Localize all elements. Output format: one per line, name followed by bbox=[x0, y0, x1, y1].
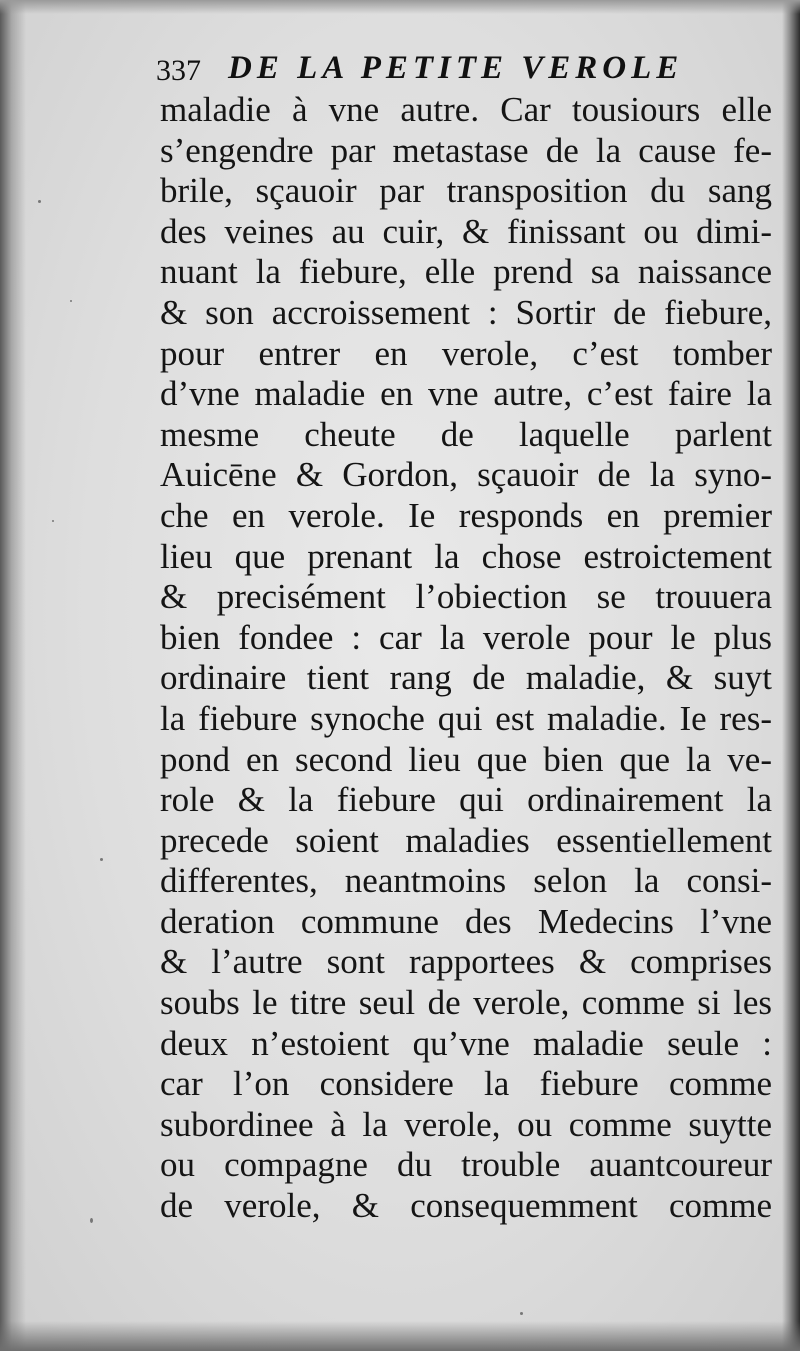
body-text bbox=[160, 90, 772, 1227]
text-line: nuant la fiebure, elle prend sa naissance bbox=[160, 252, 772, 292]
text-line: subordinee à la verole, ou comme suytte bbox=[160, 1104, 772, 1144]
text-line: mesme cheute de laquelle parlent bbox=[160, 414, 772, 454]
text-line: des veines au cuir, & finissant ou dimi- bbox=[160, 211, 772, 251]
text-line: s’engendre par metastase de la cause fe- bbox=[160, 130, 772, 170]
text-line: bien fondee : car la verole pour le plus bbox=[160, 617, 772, 657]
page-right-edge-shadow bbox=[782, 0, 800, 1351]
text-line: role & la fiebure qui ordinairement la bbox=[160, 780, 772, 820]
text-line: car l’on considere la fiebure comme bbox=[160, 1064, 772, 1104]
page-bottom-edge-shadow bbox=[0, 1321, 800, 1351]
running-head: DE LA PETITE VEROLE bbox=[228, 50, 684, 86]
text-line: & l’autre sont rapportees & comprises bbox=[160, 942, 772, 982]
text-line: la fiebure synoche qui est maladie. Ie res- bbox=[160, 698, 772, 738]
text-line: deration commune des Medecins l’vne bbox=[160, 901, 772, 941]
text-line: de verole, & consequemment comme bbox=[160, 1186, 772, 1226]
text-line: pour entrer en verole, c’est tomber bbox=[160, 333, 772, 373]
text-line: maladie à vne autre. Car tousiours elle bbox=[160, 90, 772, 129]
text-line: ou compagne du trouble auantcoureur bbox=[160, 1145, 772, 1185]
text-line: & precisément l’obiection se trouuera bbox=[160, 577, 772, 617]
text-line: ordinaire tient rang de maladie, & suyt bbox=[160, 658, 772, 698]
text-line: che en verole. Ie responds en premier bbox=[160, 495, 772, 535]
page-top-edge-shadow bbox=[0, 0, 800, 14]
text-line: deux n’estoient qu’vne maladie seule : bbox=[160, 1023, 772, 1063]
text-line: d’vne maladie en vne autre, c’est faire la bbox=[160, 374, 772, 414]
text-line: & son accroissement : Sortir de fiebure, bbox=[160, 292, 772, 332]
page-number: 337 bbox=[156, 54, 201, 87]
text-line: brile, sçauoir par transposition du sang bbox=[160, 171, 772, 211]
text-line: differentes, neantmoins selon la consi- bbox=[160, 861, 772, 901]
text-line: pond en second lieu que bien que la ve- bbox=[160, 739, 772, 779]
text-line: precede soient maladies essentiellement bbox=[160, 820, 772, 860]
page-left-edge-shadow bbox=[0, 0, 26, 1351]
text-line: Auicēne & Gordon, sçauoir de la syno- bbox=[160, 455, 772, 495]
text-line: lieu que prenant la chose estroictement bbox=[160, 536, 772, 576]
text-line: soubs le titre seul de verole, comme si les bbox=[160, 983, 772, 1023]
